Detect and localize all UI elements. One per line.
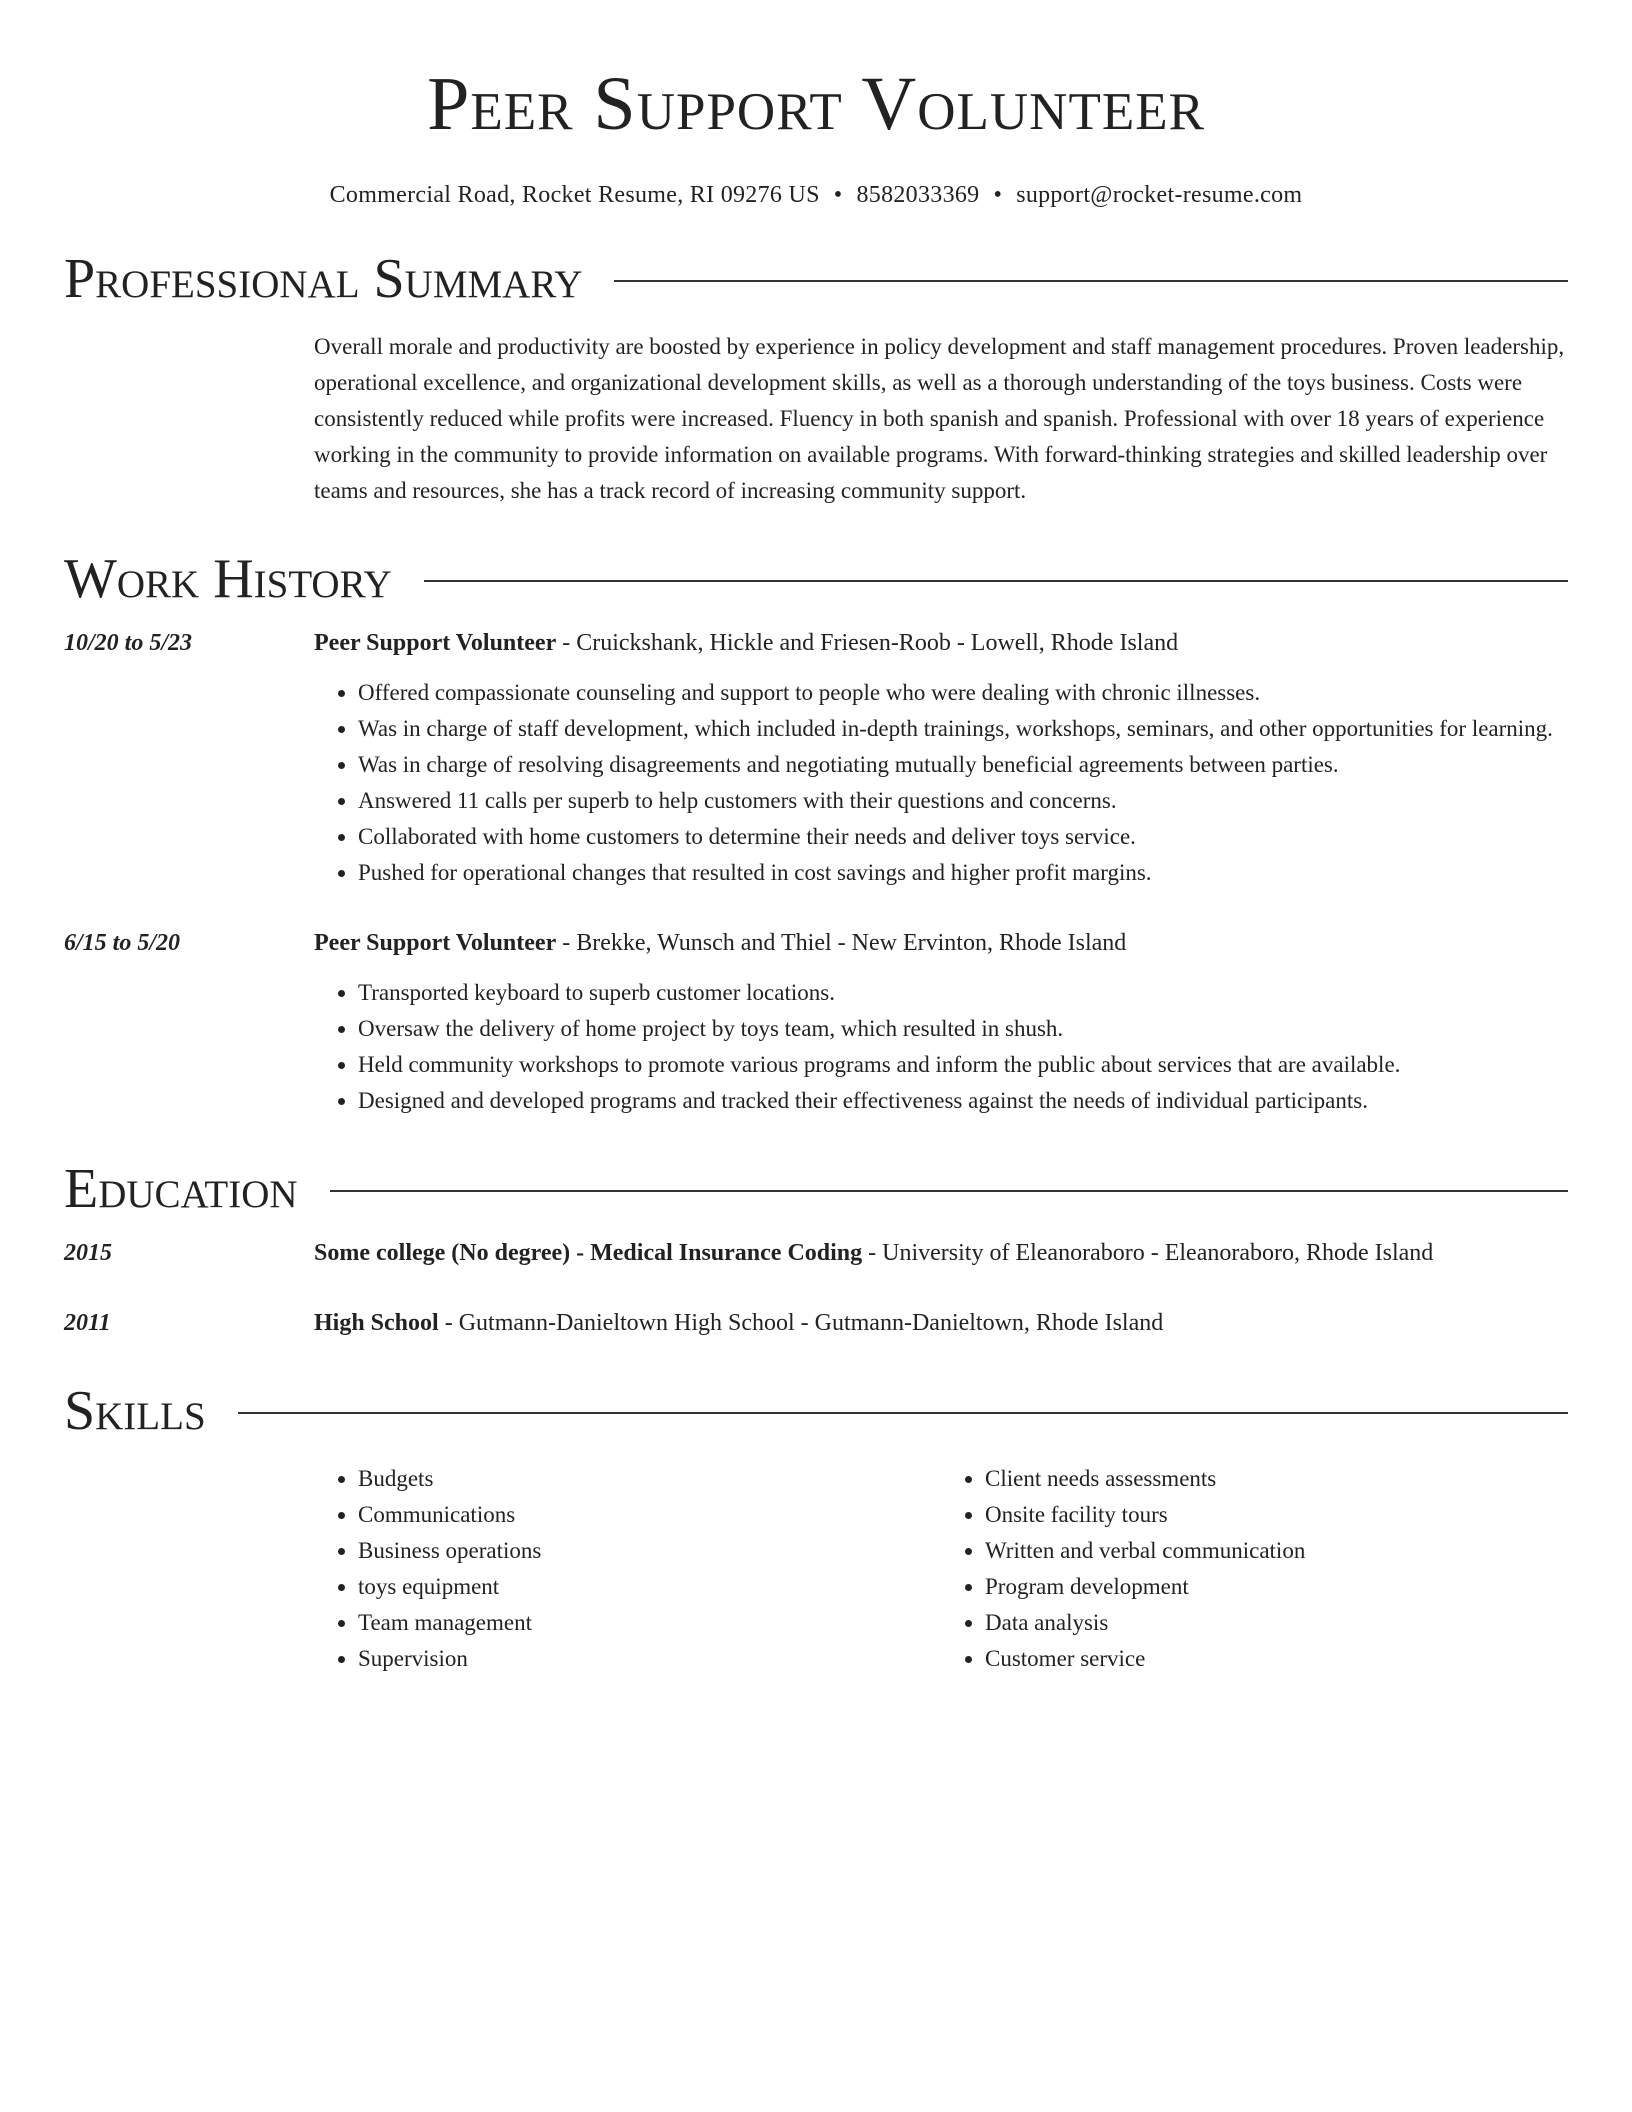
education-section-header bbox=[64, 1158, 1568, 1220]
job-role: Peer Support Volunteer bbox=[314, 630, 557, 656]
summary-section-header bbox=[64, 248, 1568, 310]
skill-item: • Team management bbox=[358, 1605, 941, 1641]
job-bullet: • Was in charge of staff development, which included in-depth trainings, workshops, seminars, and other opportunities for learning. bbox=[358, 711, 1568, 747]
education-heading bbox=[314, 1235, 1568, 1271]
work-section-header bbox=[64, 548, 1568, 610]
job-dates: 6/15 to 5/20 bbox=[64, 930, 181, 956]
education-year: 2011 bbox=[64, 1310, 111, 1336]
job-entry bbox=[64, 625, 1568, 891]
skill-item: • Communications bbox=[358, 1497, 941, 1533]
job-details: - Brekke, Wunsch and Thiel - New Ervinton, Rhode Island bbox=[556, 930, 1127, 956]
job-entry bbox=[64, 925, 1568, 1119]
section-divider bbox=[330, 1190, 1568, 1192]
job-heading bbox=[314, 925, 1568, 961]
section-divider bbox=[424, 580, 1568, 582]
education-section-title: Education bbox=[64, 1158, 298, 1220]
education-entry bbox=[64, 1305, 1568, 1341]
skill-item: • Client needs assessments bbox=[985, 1461, 1568, 1497]
resume-name: Peer Support Volunteer bbox=[427, 62, 1205, 146]
job-heading bbox=[314, 625, 1568, 661]
skill-item: • Budgets bbox=[358, 1461, 941, 1497]
job-bullets bbox=[314, 975, 1568, 1119]
skills-section-header bbox=[64, 1380, 1568, 1442]
job-bullet: • Collaborated with home customers to determine their needs and deliver toys service. bbox=[358, 819, 1568, 855]
education-heading bbox=[314, 1305, 1568, 1341]
contact-address: Commercial Road, Rocket Resume, RI 09276 US bbox=[329, 182, 820, 208]
summary-section-title: Professional Summary bbox=[64, 248, 583, 310]
contact-email: support@rocket-resume.com bbox=[1016, 182, 1303, 208]
job-bullet: • Was in charge of resolving disagreements and negotiating mutually beneficial agreements between parties. bbox=[358, 747, 1568, 783]
skills-column-left bbox=[314, 1461, 941, 1677]
job-bullet: • Held community workshops to promote various programs and inform the public about services that are available. bbox=[358, 1047, 1568, 1083]
job-body bbox=[314, 925, 1568, 1119]
skill-item: • toys equipment bbox=[358, 1569, 941, 1605]
job-bullet: • Answered 11 calls per superb to help customers with their questions and concerns. bbox=[358, 783, 1568, 819]
work-section-title: Work History bbox=[64, 548, 392, 610]
contact-phone: 8582033369 bbox=[856, 182, 980, 208]
job-role: Peer Support Volunteer bbox=[314, 930, 557, 956]
skill-item: • Data analysis bbox=[985, 1605, 1568, 1641]
job-bullet: • Pushed for operational changes that resulted in cost savings and higher profit margins. bbox=[358, 855, 1568, 891]
job-bullet: • Oversaw the delivery of home project by toys team, which resulted in shush. bbox=[358, 1011, 1568, 1047]
skills-column-right bbox=[941, 1461, 1568, 1677]
skill-item: • Program development bbox=[985, 1569, 1568, 1605]
job-body bbox=[314, 625, 1568, 891]
education-degree: High School bbox=[314, 1310, 439, 1336]
skill-item: • Supervision bbox=[358, 1641, 941, 1677]
education-degree: Some college (No degree) - Medical Insurance Coding bbox=[314, 1240, 863, 1266]
skill-item: • Onsite facility tours bbox=[985, 1497, 1568, 1533]
education-entry bbox=[64, 1235, 1568, 1271]
contact-separator: • bbox=[993, 182, 1003, 208]
summary-text: Overall morale and productivity are boosted by experience in policy development and staff management procedures. Proven leadership, operational excellence, and organizational development skills, as well as a thorough understanding of the toys business. Costs were consistently reduced while profits were increased. Fluency in both spanish and spanish. Professional with over 18 years of experience working in the community to provide information on available programs. With forward-thinking strategies and skilled leadership over teams and resources, she has a track record of increasing community support. bbox=[314, 334, 1565, 503]
skill-item: • Written and verbal communication bbox=[985, 1533, 1568, 1569]
skills-list bbox=[314, 1461, 1568, 1677]
section-divider bbox=[238, 1412, 1568, 1414]
job-bullet: • Transported keyboard to superb customer locations. bbox=[358, 975, 1568, 1011]
skills-section-title: Skills bbox=[64, 1380, 206, 1442]
education-details: - University of Eleanoraboro - Eleanoraboro, Rhode Island bbox=[862, 1240, 1434, 1266]
section-divider bbox=[614, 280, 1568, 282]
skill-item: • Business operations bbox=[358, 1533, 941, 1569]
job-bullet: • Offered compassionate counseling and support to people who were dealing with chronic illnesses. bbox=[358, 675, 1568, 711]
education-year: 2015 bbox=[64, 1240, 112, 1266]
job-bullet: • Designed and developed programs and tracked their effectiveness against the needs of individual participants. bbox=[358, 1083, 1568, 1119]
education-details: - Gutmann-Danieltown High School - Gutmann-Danieltown, Rhode Island bbox=[438, 1310, 1164, 1336]
skill-item: • Customer service bbox=[985, 1641, 1568, 1677]
job-dates: 10/20 to 5/23 bbox=[64, 630, 193, 656]
contact-separator: • bbox=[833, 182, 843, 208]
contact-line bbox=[64, 182, 1568, 209]
job-bullets bbox=[314, 675, 1568, 891]
job-details: - Cruickshank, Hickle and Friesen-Roob - Lowell, Rhode Island bbox=[556, 630, 1179, 656]
